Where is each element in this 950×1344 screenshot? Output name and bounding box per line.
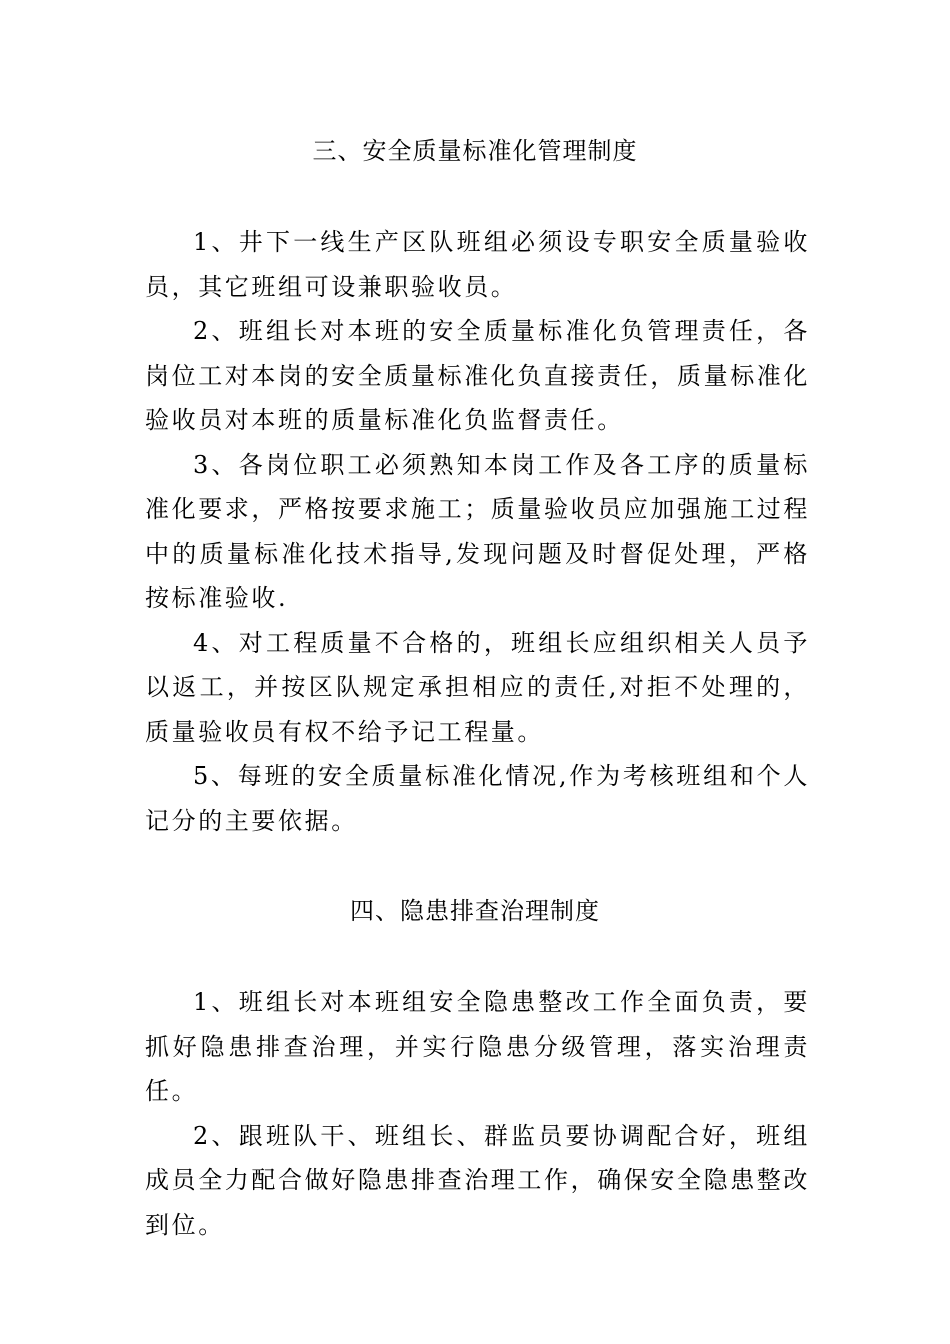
paragraph: 4、对工程质量不合格的，班组长应组织相关人员予以返工，并按区队规定承担相应的责任,对拒不处理的，质量验收员有权不给予记工程量。 bbox=[145, 628, 810, 746]
section-body-hazard-investigation bbox=[145, 980, 810, 1247]
section-body-safety-quality bbox=[145, 220, 810, 843]
paragraph: 1、井下一线生产区队班组必须设专职安全质量验收员，其它班组可设兼职验收员。 bbox=[145, 228, 810, 301]
paragraph: 1、班组长对本班组安全隐患整改工作全面负责，要抓好隐患排查治理，并实行隐患分级管理，落实治理责任。 bbox=[145, 988, 810, 1105]
paragraph: 3、各岗位职工必须熟知本岗工作及各工序的质量标准化要求，严格按要求施工；质量验收员应加强施工过程中的质量标准化技术指导,发现问题及时督促处理，严格按标准验收. bbox=[145, 450, 810, 612]
paragraph: 5、每班的安全质量标准化情况,作为考核班组和个人记分的主要依据。 bbox=[145, 762, 810, 835]
paragraph: 2、跟班队干、班组长、群监员要协调配合好，班组成员全力配合做好隐患排查治理工作，确保安全隐患整改到位。 bbox=[145, 1121, 810, 1239]
section-title-safety-quality: 三、安全质量标准化管理制度 bbox=[312, 137, 638, 165]
paragraph: 2、班组长对本班的安全质量标准化负管理责任，各岗位工对本岗的安全质量标准化负直接责任，质量标准化验收员对本班的质量标准化负监督责任。 bbox=[145, 317, 810, 434]
section-title-hazard-investigation: 四、隐患排查治理制度 bbox=[350, 897, 600, 925]
